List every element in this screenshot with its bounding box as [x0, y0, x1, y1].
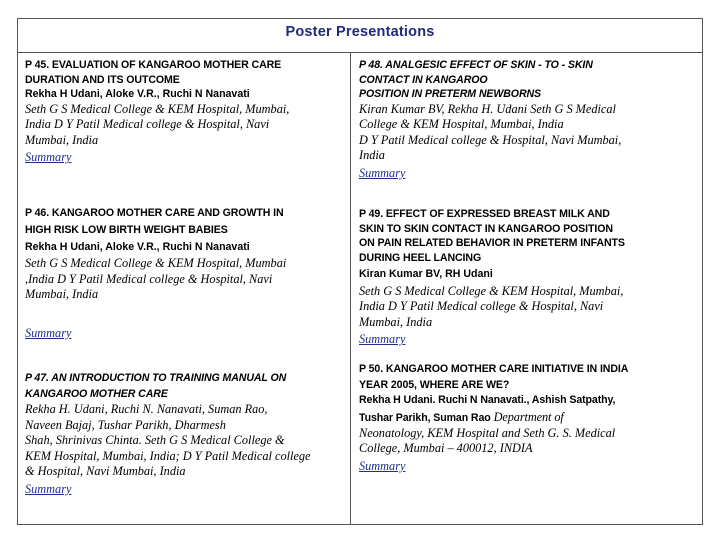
entry-heading: P 49. EFFECT OF EXPRESSED BREAST MILK AND SKIN TO SKIN CONTACT IN KANGAROO POSITION ON PAIN RELATED BEHAVIOR IN PRETERM INFANTS DURING HEEL LANCING — [359, 208, 625, 264]
entry-heading: P 45. EVALUATION OF KANGAROO MOTHER CARE DURATION AND ITS OUTCOME — [25, 59, 282, 86]
entry-heading: P 48. ANALGESIC EFFECT OF SKIN - TO - SKIN CONTACT IN KANGAROO POSITION IN PRETERM NEWBORNS — [359, 59, 593, 100]
entry-affiliation: Seth G S Medical College & KEM Hospital, Mumbai, India D Y Patil Medical college & Hospital, Navi Mumbai, India — [25, 101, 290, 147]
entry-affiliation: Rekha H. Udani, Ruchi N. Nanavati, Suman Rao, Naveen Bajaj, Tushar Parikh, Dharmesh Shah, Shrinivas Chinta. Seth G S Medical College & KEM Hospital, Mumbai, India; D Y Patil Medical college & Hospital, Navi Mumbai, India — [25, 402, 311, 479]
poster-entry-p47 — [25, 371, 347, 498]
column-divider — [350, 52, 351, 525]
entry-affiliation: Seth G S Medical College & KEM Hospital, Mumbai ,India D Y Patil Medical college & Hospital, Navi Mumbai, India — [25, 256, 287, 302]
summary-link[interactable]: Summary — [359, 165, 406, 180]
poster-entry-p45 — [25, 58, 343, 166]
summary-link[interactable]: Summary — [359, 458, 406, 473]
poster-entry-p50 — [359, 362, 697, 475]
summary-link[interactable]: Summary — [25, 325, 72, 340]
summary-link[interactable]: Summary — [25, 150, 72, 165]
poster-entry-p49 — [359, 207, 677, 348]
poster-entry-p48 — [359, 58, 677, 182]
entry-heading: P 47. AN INTRODUCTION TO TRAINING MANUAL ON KANGAROO MOTHER CARE — [25, 372, 287, 400]
entry-heading: P 46. KANGAROO MOTHER CARE AND GROWTH IN HIGH RISK LOW BIRTH WEIGHT BABIES — [25, 207, 284, 236]
summary-link[interactable]: Summary — [359, 332, 406, 347]
entry-affiliation: Neonatology, KEM Hospital and Seth G. S. Medical College, Mumbai – 400012, INDIA — [359, 425, 616, 456]
header-divider — [17, 52, 703, 53]
poster-entry-p46 — [25, 205, 343, 342]
entry-authors: Rekha H Udani, Aloke V.R., Ruchi N Nanavati — [25, 88, 250, 100]
entry-affiliation: Kiran Kumar BV, Rekha H. Udani Seth G S Medical College & KEM Hospital, Mumbai, India D Y Patil Medical college & Hospital, Navi Mumbai, India — [359, 101, 622, 163]
entry-affiliation: Seth G S Medical College & KEM Hospital, Mumbai, India D Y Patil Medical college & Hospital, Navi Mumbai, India — [359, 283, 624, 329]
entry-authors: Tushar Parikh, Suman Rao Department of — [359, 409, 564, 424]
entry-heading: P 50. KANGAROO MOTHER CARE INITIATIVE IN INDIA YEAR 2005, WHERE ARE WE? Rekha H Udani. Ruchi N Nanavati., Ashish Satpathy, — [359, 363, 629, 406]
page-title: Poster Presentations — [285, 24, 435, 40]
entry-authors: Kiran Kumar BV, RH Udani — [359, 268, 493, 280]
summary-link[interactable]: Summary — [25, 481, 72, 496]
entry-authors: Rekha H Udani, Aloke V.R., Ruchi N Nanavati — [25, 241, 250, 253]
